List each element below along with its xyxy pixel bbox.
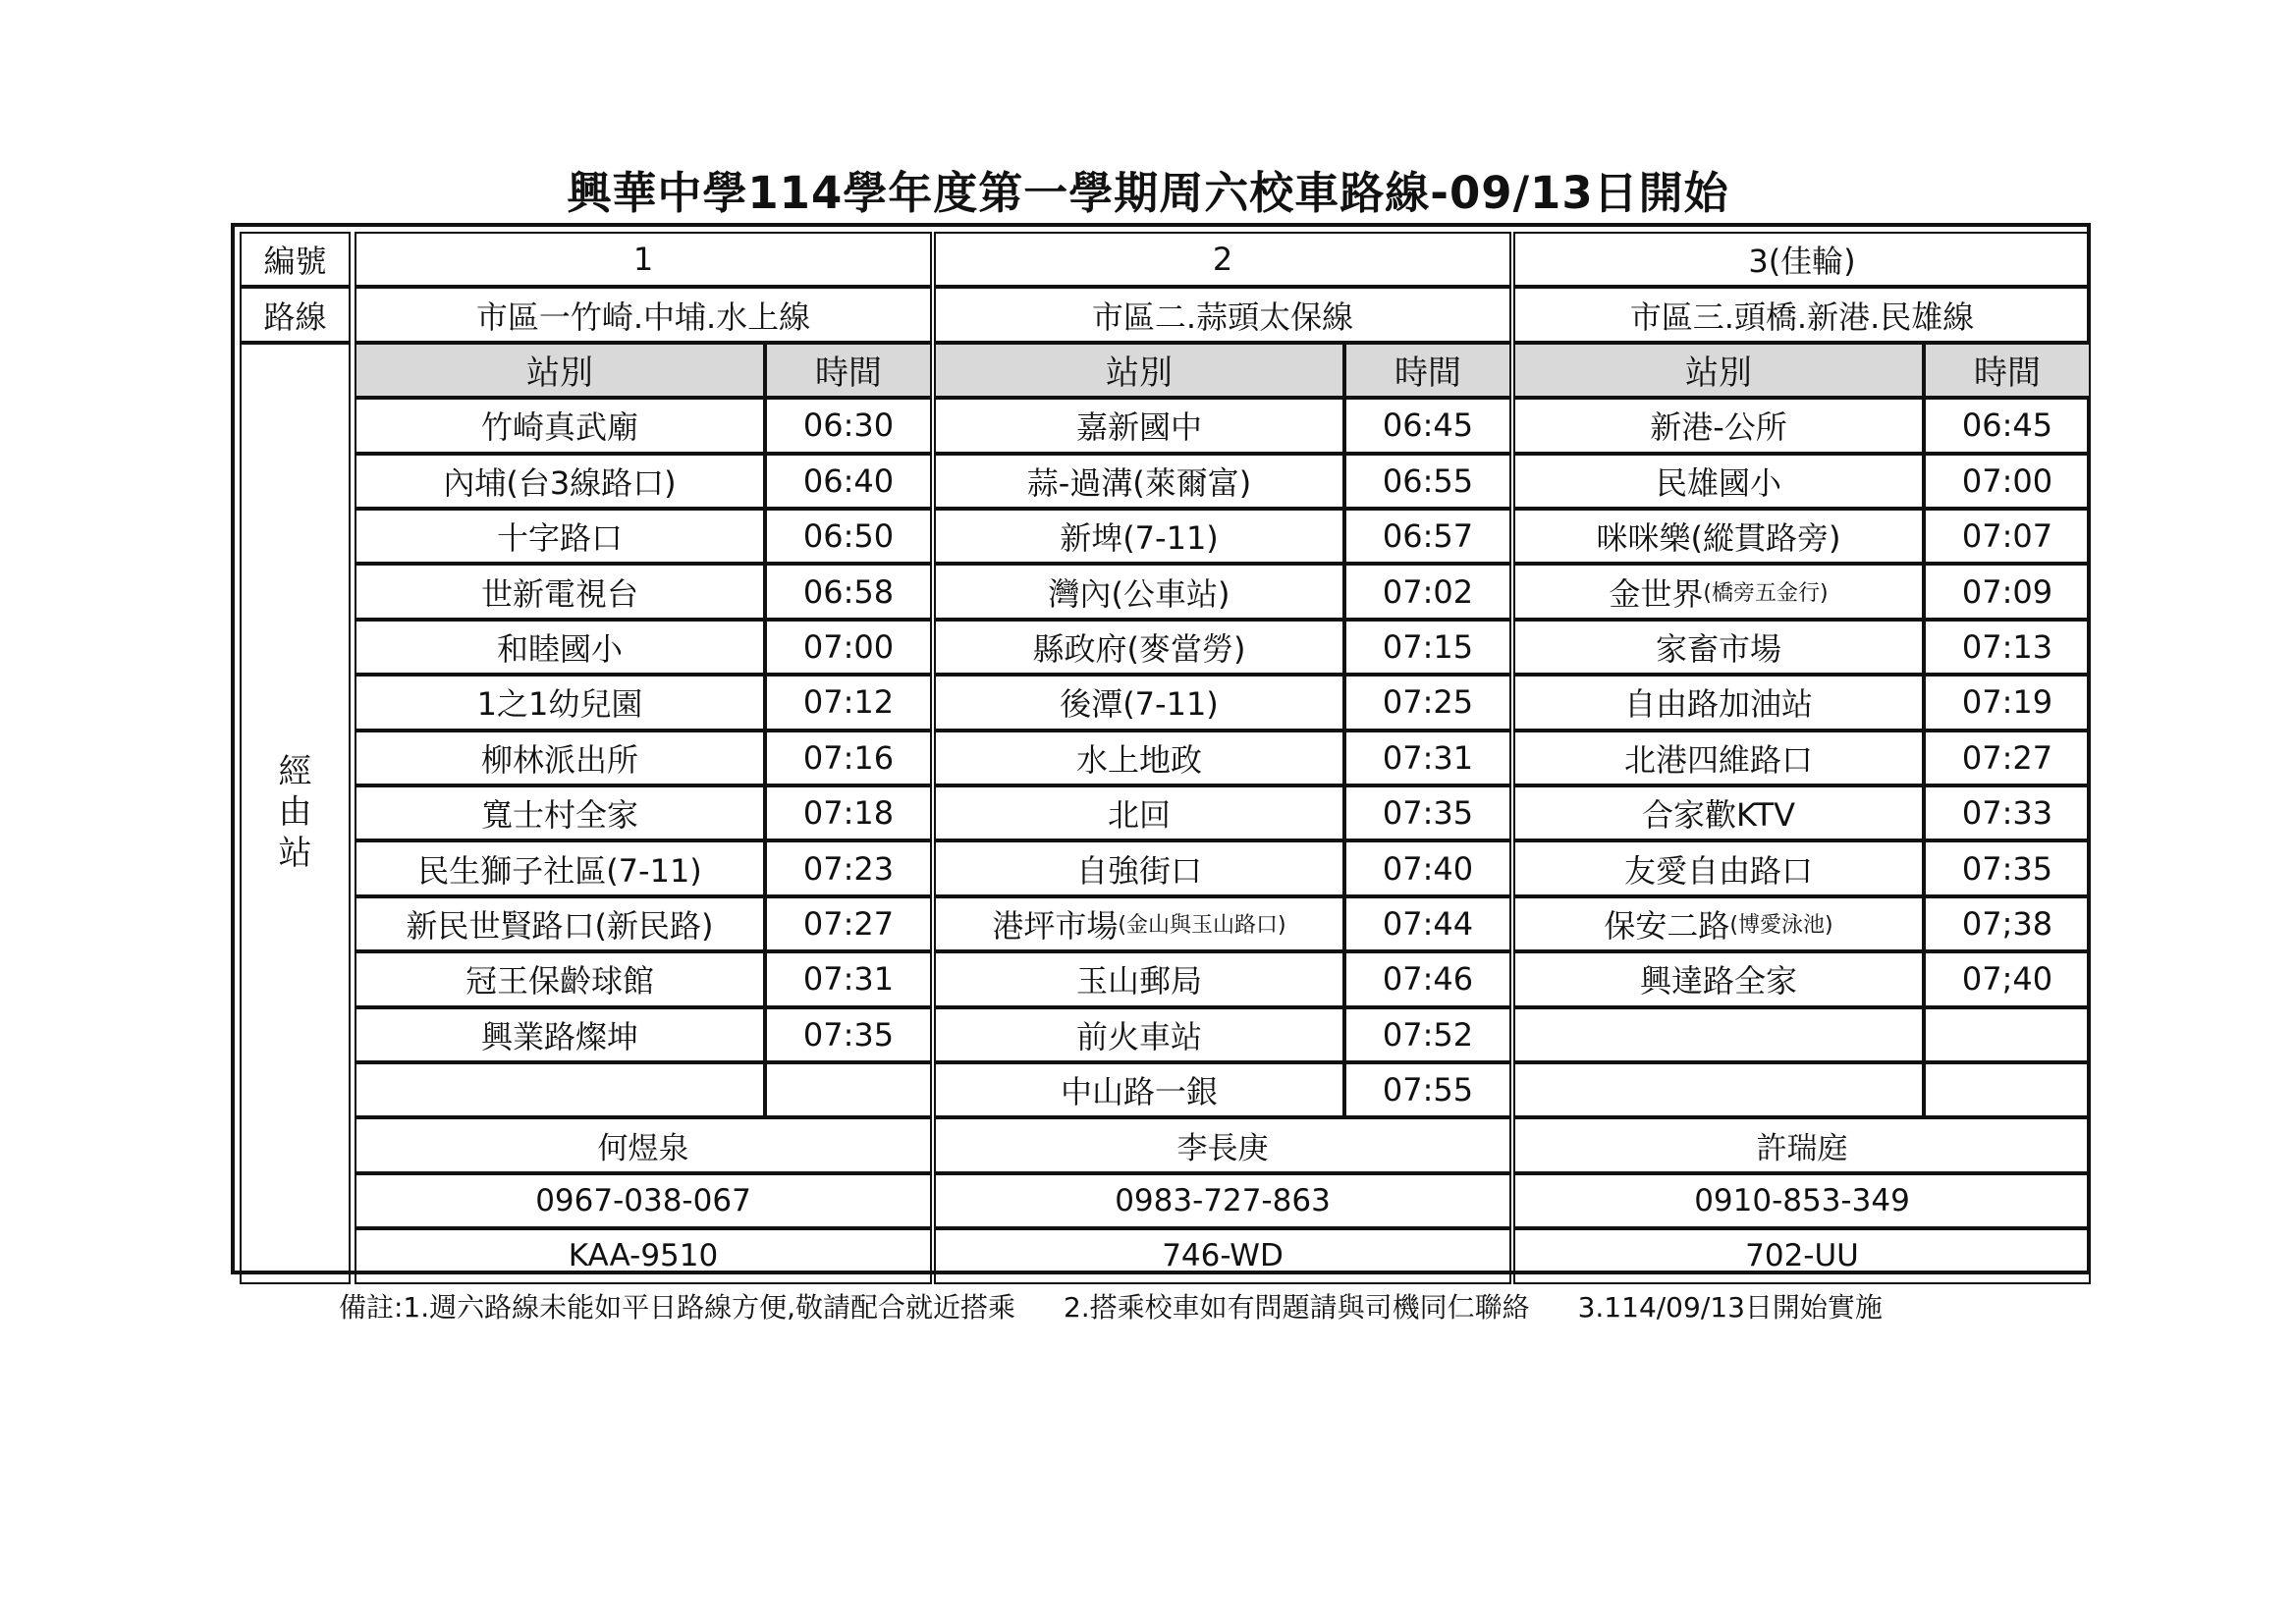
driver-name: 何煜泉 — [355, 1117, 932, 1172]
stop-time: 07:00 — [1924, 454, 2091, 509]
route-number: 2 — [934, 232, 1511, 287]
stop-station — [934, 675, 1344, 730]
stop-time: 07:27 — [765, 896, 932, 951]
stop-station — [355, 620, 765, 675]
stop-time — [1924, 1007, 2091, 1062]
driver-name: 李長庚 — [934, 1117, 1511, 1172]
stop-time: 07:35 — [765, 1007, 932, 1062]
stop-station — [934, 398, 1344, 453]
schedule-table — [231, 223, 2091, 1274]
stop-station — [1513, 454, 1924, 509]
stop-station — [934, 951, 1344, 1006]
label-via-char: 由 — [278, 792, 312, 833]
stop-station-name: 保安二路 — [1604, 906, 1730, 945]
stop-station — [355, 896, 765, 951]
stop-time: 07;38 — [1924, 896, 2091, 951]
stop-station — [355, 840, 765, 895]
stop-time: 06:57 — [1344, 509, 1511, 564]
vehicle-plate: 702-UU — [1513, 1228, 2091, 1283]
stop-station-name: 友愛自由路口 — [1623, 851, 1813, 890]
stop-time: 07:16 — [765, 731, 932, 785]
stop-station-note: (金山與玉山路口) — [1118, 913, 1286, 939]
stop-time: 07:27 — [1924, 731, 2091, 785]
stop-station-name: 港坪市場 — [992, 906, 1119, 945]
stop-time: 07:12 — [765, 675, 932, 730]
stop-station-name: 合家歡KTV — [1642, 796, 1795, 835]
stop-station — [934, 840, 1344, 895]
stop-time: 06:45 — [1344, 398, 1511, 453]
remarks — [339, 1286, 1922, 1326]
stop-station-name: 興業路燦坤 — [480, 1017, 638, 1056]
stop-time — [1924, 1062, 2091, 1117]
stop-station — [355, 398, 765, 453]
stop-time: 06:50 — [765, 509, 932, 564]
stop-time: 07;40 — [1924, 951, 2091, 1006]
stop-station-name: 前火車站 — [1075, 1017, 1202, 1056]
stop-station-name: 玉山郵局 — [1075, 962, 1202, 1001]
stop-station — [934, 454, 1344, 509]
stop-station — [1513, 1007, 1924, 1062]
stop-station — [355, 454, 765, 509]
stop-station-name: 新港-公所 — [1650, 408, 1787, 447]
stop-station — [355, 731, 765, 785]
stop-station-name: 和睦國小 — [496, 629, 623, 668]
stop-station — [1513, 951, 1924, 1006]
stop-time: 07:18 — [765, 785, 932, 840]
stop-station-name: 北港四維路口 — [1623, 740, 1813, 779]
stop-time: 07:35 — [1344, 785, 1511, 840]
label-via — [240, 343, 351, 1284]
stop-time: 07:09 — [1924, 564, 2091, 619]
route-number: 3(佳輪) — [1513, 232, 2091, 287]
stop-station-note: (橋旁五金行) — [1703, 581, 1829, 607]
stop-station — [355, 1062, 765, 1117]
driver-name: 許瑞庭 — [1513, 1117, 2091, 1172]
stop-station-name: 柳林派出所 — [480, 740, 638, 779]
stop-station — [355, 675, 765, 730]
stop-station — [1513, 564, 1924, 619]
stop-station — [934, 1062, 1344, 1117]
stop-station-name: 縣政府(麥當勞) — [1032, 629, 1246, 668]
stop-station-name: 新民世賢路口(新民路) — [406, 906, 714, 945]
driver-phone: 0910-853-349 — [1513, 1173, 2091, 1228]
stop-station-name: 中山路一銀 — [1060, 1073, 1218, 1111]
route-name: 市區二.蒜頭太保線 — [934, 287, 1511, 342]
stop-station-name: 新埤(7-11) — [1060, 519, 1219, 558]
stop-station — [1513, 896, 1924, 951]
stop-station-name: 嘉新國中 — [1075, 408, 1202, 447]
stop-station-name: 金世界 — [1609, 574, 1704, 613]
stop-station-name: 北回 — [1107, 796, 1171, 835]
stop-station — [934, 564, 1344, 619]
stop-station — [934, 1007, 1344, 1062]
stop-station — [355, 785, 765, 840]
remark-2: 2.搭乘校車如有問題請與司機同仁聯絡 — [1063, 1291, 1530, 1324]
route-name: 市區三.頭橋.新港.民雄線 — [1513, 287, 2091, 342]
label-via-char: 站 — [278, 833, 312, 873]
station-header: 站別 — [934, 343, 1344, 398]
stop-time: 07:52 — [1344, 1007, 1511, 1062]
vehicle-plate: KAA-9510 — [355, 1228, 932, 1283]
stop-station-name: 蒜-過溝(萊爾富) — [1026, 463, 1252, 502]
stop-station — [1513, 840, 1924, 895]
stop-station-name: 後潭(7-11) — [1060, 685, 1219, 724]
stop-station-name: 世新電視台 — [480, 574, 638, 613]
stop-station-name: 寬士村全家 — [480, 796, 638, 835]
stop-station — [1513, 620, 1924, 675]
stop-time: 07:19 — [1924, 675, 2091, 730]
stop-station — [1513, 509, 1924, 564]
stop-station-name: 民雄國小 — [1655, 463, 1781, 502]
stop-station-name: 十字路口 — [496, 519, 623, 558]
route-number: 1 — [355, 232, 932, 287]
stop-station-name: 家畜市場 — [1655, 629, 1781, 668]
stop-station — [1513, 1062, 1924, 1117]
time-header: 時間 — [1344, 343, 1511, 398]
remark-3: 3.114/09/13日開始實施 — [1577, 1291, 1883, 1324]
stop-station — [355, 509, 765, 564]
stop-station-name: 自由路加油站 — [1623, 685, 1813, 724]
stop-time: 07:23 — [765, 840, 932, 895]
station-header: 站別 — [355, 343, 765, 398]
stop-station — [934, 731, 1344, 785]
stop-time: 07:07 — [1924, 509, 2091, 564]
stop-station — [1513, 785, 1924, 840]
driver-phone: 0967-038-067 — [355, 1173, 932, 1228]
stop-time: 06:58 — [765, 564, 932, 619]
route-name: 市區一竹崎.中埔.水上線 — [355, 287, 932, 342]
vehicle-plate: 746-WD — [934, 1228, 1511, 1283]
stop-station — [934, 896, 1344, 951]
stop-station — [934, 785, 1344, 840]
stop-station — [1513, 675, 1924, 730]
stop-station — [355, 1007, 765, 1062]
stop-station — [355, 951, 765, 1006]
stop-time: 07:15 — [1344, 620, 1511, 675]
station-header: 站別 — [1513, 343, 1924, 398]
stop-station-name: 民生獅子社區(7-11) — [417, 851, 702, 890]
stop-station — [934, 620, 1344, 675]
stop-station — [355, 564, 765, 619]
stop-station-name: 冠王保齡球館 — [465, 962, 654, 1001]
stop-time: 07:46 — [1344, 951, 1511, 1006]
stop-time: 07:13 — [1924, 620, 2091, 675]
stop-station-name: 興達路全家 — [1639, 962, 1797, 1001]
stop-station-name: 內埔(台3線路口) — [443, 463, 677, 502]
time-header: 時間 — [765, 343, 932, 398]
stop-time: 06:55 — [1344, 454, 1511, 509]
stop-time: 06:45 — [1924, 398, 2091, 453]
stop-time — [765, 1062, 932, 1117]
stop-station — [1513, 398, 1924, 453]
stop-time: 06:30 — [765, 398, 932, 453]
label-route: 路線 — [240, 287, 351, 342]
stop-time: 07:55 — [1344, 1062, 1511, 1117]
stop-station-note: (博愛泳池) — [1729, 913, 1833, 939]
stop-station-name: 1之1幼兒園 — [476, 685, 643, 724]
stop-time: 07:25 — [1344, 675, 1511, 730]
stop-time: 07:31 — [1344, 731, 1511, 785]
stop-time: 07:31 — [765, 951, 932, 1006]
stop-station — [1513, 731, 1924, 785]
stop-station-name: 咪咪樂(縱貫路旁) — [1596, 519, 1841, 558]
time-header: 時間 — [1924, 343, 2091, 398]
stop-time: 07:44 — [1344, 896, 1511, 951]
stop-time: 07:33 — [1924, 785, 2091, 840]
stop-station — [934, 509, 1344, 564]
remark-1: 備註:1.週六路線未能如平日路線方便,敬請配合就近搭乘 — [339, 1291, 1016, 1324]
stop-time: 07:02 — [1344, 564, 1511, 619]
stop-station-name: 竹崎真武廟 — [480, 408, 638, 447]
stop-station-name: 水上地政 — [1075, 740, 1202, 779]
stop-time: 07:35 — [1924, 840, 2091, 895]
label-via-char: 經 — [278, 751, 312, 791]
stop-time: 06:40 — [765, 454, 932, 509]
stop-time: 07:40 — [1344, 840, 1511, 895]
stop-station-name: 灣內(公車站) — [1048, 574, 1230, 613]
driver-phone: 0983-727-863 — [934, 1173, 1511, 1228]
stop-station-name: 自強街口 — [1075, 851, 1202, 890]
label-number: 編號 — [240, 232, 351, 287]
stop-time: 07:00 — [765, 620, 932, 675]
page-title: 興華中學114學年度第一學期周六校車路線-09/13日開始 — [567, 167, 1729, 219]
